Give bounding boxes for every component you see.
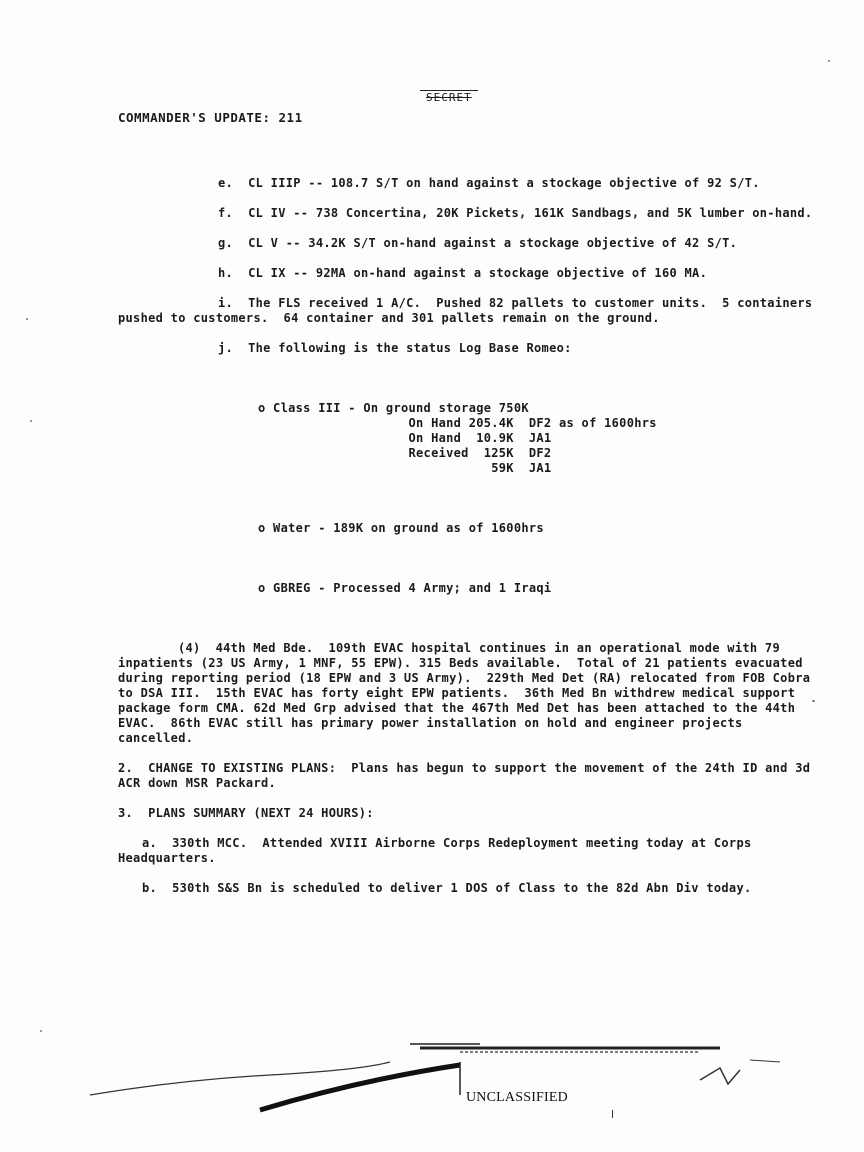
paragraph-g: g. CL V -- 34.2K S/T on-hand against a stockage objective of 42 S/T. [218, 236, 738, 250]
redaction-scribble [60, 1040, 800, 1120]
paragraph-j: j. The following is the status Log Base Romeo: [218, 341, 572, 355]
paragraph-3-plans-summary: 3. PLANS SUMMARY (NEXT 24 HOURS): [118, 806, 374, 820]
status-class-iii: o Class III - On ground storage 750K On Hand 205.4K DF2 as of 1600hrs On Hand 10.9K JA1 Received 125K DF2 59K JA1 [258, 401, 657, 475]
paragraph-e: e. CL IIIP -- 108.7 S/T on hand against a stockage objective of 92 S/T. [218, 176, 760, 190]
status-water: o Water - 189K on ground as of 1600hrs [258, 521, 544, 535]
scan-speck [828, 60, 830, 62]
paragraph-4-med-bde: (4) 44th Med Bde. 109th EVAC hospital continues in an operational mode with 79 inpatients (23 US Army, 1 MNF, 55 EPW). 315 Beds available. Total of 21 patients evacuated during reporting period (18 EPW and 3 US Army). 229th Med Det (RA) relocated from FOB Cobra to DSA III. 15th EVAC has forty eight EPW patients. 36th Med Bn withdrew medical support package form CMA. 62d Med Grp advised that the 467th Med Det has been attached to the 44th EVAC. 86th EVAC still has primary power installation on hold and engineer projects cancelled. [118, 641, 818, 745]
paragraph-2-change-to-plans: 2. CHANGE TO EXISTING PLANS: Plans has begun to support the movement of the 24th ID and 3d ACR down MSR Packard. [118, 761, 818, 790]
document-body [118, 176, 818, 911]
scan-speck [26, 318, 28, 320]
scan-speck [30, 420, 32, 422]
paragraph-3b: b. 530th S&S Bn is scheduled to deliver 1 DOS of Class to the 82d Abn Div today. [142, 881, 752, 895]
scan-speck [40, 1030, 42, 1032]
status-gbreg: o GBREG - Processed 4 Army; and 1 Iraqi [258, 581, 552, 595]
classification-marking-bottom: UNCLASSIFIED [466, 1090, 568, 1105]
document-header: COMMANDER'S UPDATE: 211 [118, 110, 303, 125]
paragraph-f: f. CL IV -- 738 Concertina, 20K Pickets, 161K Sandbags, and 5K lumber on-hand. [218, 206, 813, 220]
paragraph-i: i. The FLS received 1 A/C. Pushed 82 pallets to customer units. 5 containers pushed to customers. 64 container and 301 pallets remain on the ground. [118, 296, 820, 325]
scan-speck [812, 700, 815, 702]
scan-speck [612, 1110, 613, 1118]
classification-marking-top: SECRET [420, 90, 478, 104]
log-base-status-list [258, 371, 818, 641]
paragraph-3a: a. 330th MCC. Attended XVIII Airborne Corps Redeployment meeting today at Corps Headquarters. [118, 836, 760, 865]
paragraph-h: h. CL IX -- 92MA on-hand against a stockage objective of 160 MA. [218, 266, 708, 280]
